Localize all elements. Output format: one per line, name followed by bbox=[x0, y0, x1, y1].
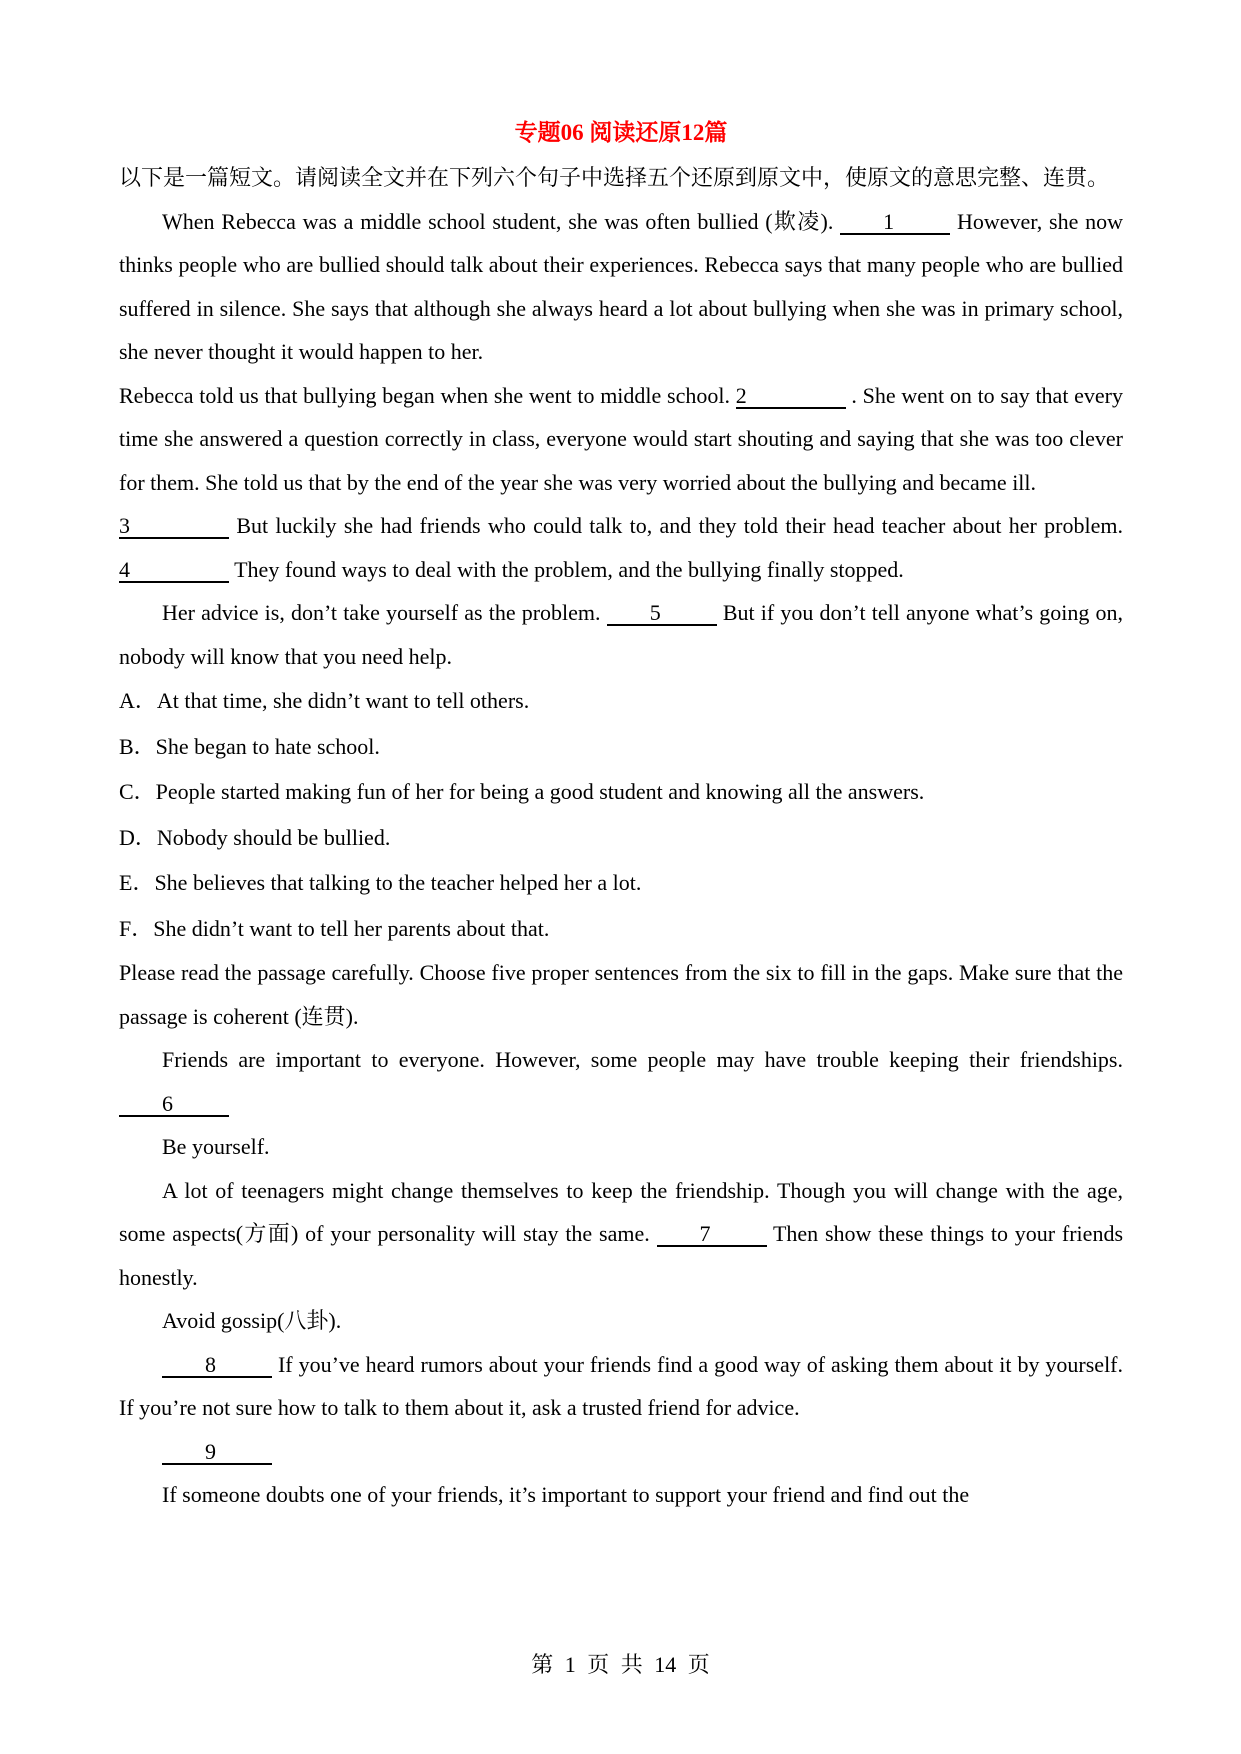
passage2-heading-avoid-gossip: Avoid gossip(八卦). bbox=[162, 1308, 342, 1333]
blank-7[interactable]: 7 bbox=[657, 1223, 767, 1247]
text: When Rebecca was a middle school student, she was often bullied (欺凌). bbox=[162, 208, 834, 234]
text: Her advice is, don’t take yourself as the problem. bbox=[162, 600, 601, 625]
blank-3[interactable]: 3 bbox=[119, 515, 229, 539]
passage2-paragraph1 bbox=[119, 1038, 1123, 1125]
passage1-paragraph1 bbox=[119, 200, 1123, 374]
options-list bbox=[119, 678, 1123, 951]
passage1-paragraph3 bbox=[119, 504, 1123, 591]
blank-4[interactable]: 4 bbox=[119, 559, 229, 583]
text: If you’ve heard rumors about your friends find a good way of asking them about it by yourself. If you’re not sure how to talk to them about it, ask a trusted friend for advice. bbox=[119, 1351, 1124, 1420]
text: But if you don’t tell anyone what’s going on, nobody will know that you need help. bbox=[119, 600, 1124, 669]
page-footer: 第 1 页 共 14 页 bbox=[531, 1652, 710, 1677]
passage2-paragraph2 bbox=[119, 1169, 1123, 1300]
passage2-paragraph5: If someone doubts one of your friends, it’s important to support your friend and find out the bbox=[162, 1482, 970, 1507]
blank-1[interactable]: 1 bbox=[840, 211, 950, 235]
text: . She went on to say that every time she answered a question correctly in class, everyone would start shouting and saying that she was too clever for them. She told us that by the end of the year she was very worried about the bullying and became ill. bbox=[119, 382, 1124, 495]
page-title: 专题06 阅读还原12篇 bbox=[514, 120, 728, 145]
text: Then show these things to your friends honestly. bbox=[119, 1221, 1123, 1290]
blank-2[interactable]: 2 bbox=[736, 385, 846, 409]
option-b: B．She began to hate school. bbox=[119, 733, 380, 759]
text: A lot of teenagers might change themselves to keep the friendship. Though you will change with the age, some aspects(方面) of your personality will stay the same. bbox=[119, 1177, 1123, 1246]
option-c: C．People started making fun of her for being a good student and knowing all the answers. bbox=[119, 779, 925, 804]
option-d: D．Nobody should be bullied. bbox=[119, 824, 391, 850]
passage2-instructions: Please read the passage carefully. Choose five proper sentences from the six to fill in the gaps. Make sure that the passage is coherent (连贯). bbox=[119, 960, 1123, 1029]
passage1-paragraph2 bbox=[119, 374, 1123, 505]
option-a: A．At that time, she didn’t want to tell others. bbox=[119, 688, 530, 713]
text: They found ways to deal with the problem, and the bullying finally stopped. bbox=[234, 556, 904, 582]
text: Rebecca told us that bullying began when she went to middle school. bbox=[119, 382, 730, 408]
text: Friends are important to everyone. However, some people may have trouble keeping their friendships. bbox=[162, 1047, 1123, 1072]
text: But luckily she had friends who could talk to, and they told their head teacher about her problem. bbox=[236, 513, 1123, 538]
instructions-cn: 以下是一篇短文。请阅读全文并在下列六个句子中选择五个还原到原文中，使原文的意思完整、连贯。 bbox=[119, 165, 1110, 190]
blank-5[interactable]: 5 bbox=[607, 602, 717, 626]
blank-9[interactable]: 9 bbox=[162, 1441, 272, 1465]
passage2-paragraph4 bbox=[119, 1430, 1123, 1474]
blank-8[interactable]: 8 bbox=[162, 1354, 272, 1378]
text: However, she now thinks people who are bullied should talk about their experiences. Rebecca says that many people who are bullied suffered in silence. She says that although she always heard a lot about bullying when she was in primary school, she never thought it would happen to her. bbox=[119, 208, 1124, 364]
option-f: F．She didn’t want to tell her parents about that. bbox=[119, 915, 550, 941]
passage2-heading-be-yourself: Be yourself. bbox=[162, 1134, 270, 1159]
passage1-paragraph4 bbox=[119, 591, 1123, 678]
document-page bbox=[119, 118, 1123, 1517]
blank-6[interactable]: 6 bbox=[119, 1093, 229, 1117]
passage2-paragraph3 bbox=[119, 1343, 1123, 1430]
option-e: E．She believes that talking to the teacher helped her a lot. bbox=[119, 870, 642, 895]
